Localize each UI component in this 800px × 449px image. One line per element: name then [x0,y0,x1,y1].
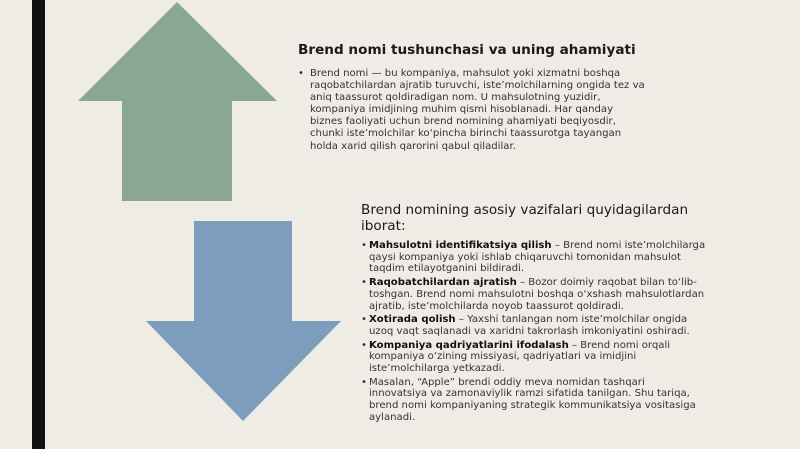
list-item [361,314,706,337]
section1-title: Brend nomi tushunchasi va uning ahamiyati [298,42,636,58]
list-item-bold: Mahsulotni identifikatsiya qilish [369,240,552,251]
bullet-marker: • [361,339,367,351]
section-brand-functions [361,202,706,426]
list-item-text: – Brend nomi orqali kompaniya o‘zining missiyasi, qadriyatlari va imidjini iste’molchilarga yetkazadi. [369,339,671,375]
bullet-marker: • [361,314,367,326]
list-item-bold: Xotirada qolish [369,314,456,326]
list-item [361,240,706,275]
list-item [361,340,706,375]
list-item-text: – Brend nomi iste’molchilarga qaysi kompaniya yoki ishlab chiqaruvchi tomonidan mahsulot taqdim etilayotganini bildiradi. [369,240,706,275]
section1-bullet [298,68,648,153]
bullet-marker: • [298,68,304,79]
list-item [361,277,706,312]
up-arrow-shape [78,2,277,201]
bullet-marker: • [361,277,367,289]
list-item-text: Masalan, “Apple” brendi oddiy meva nomidan tashqari innovatsiya va zamonaviylik ramzi sifatida tanilgan. Shu tariqa, brend nomi kompaniyaning strategik kommunikatsiya vositasiga aylanadi. [369,376,696,423]
down-arrow-shape [146,221,341,421]
section1-bullet-text: Brend nomi — bu kompaniya, mahsulot yoki xizmatni boshqa raqobatchilardan ajratib turuvchi, iste’molchilarning ongida tez va aniq taassurot qoldiradigan nom. U mahsulotning yuzidir, kompaniya imidjining muhim qismi hisoblanadi. Har qanday biznes faoliyati uchun brend nomining ahamiyati beqiyosdir, chunki iste’molchilar ko‘pincha birinchi taassurotga tayangan holda xarid qilish qarorini qabul qiladilar. [310,68,645,152]
list-item [361,377,706,424]
bullet-marker: • [361,240,367,251]
list-item-text: – Bozor doimiy raqobat bilan to‘lib-toshgan. Brend nomi mahsulotni boshqa o‘xshash mahsulotlardan ajratib, iste’molchilarda noyob taassurot qoldiradi. [369,277,705,312]
bullet-marker: • [361,376,367,388]
section2-title: Brend nomining asosiy vazifalari quyidagilardan iborat: [361,202,689,234]
section-brand-name-concept [298,42,648,153]
list-item-bold: Raqobatchilardan ajratish [369,277,517,289]
list-item-text: – Yaxshi tanlangan nom iste’molchilar ongida uzoq vaqt saqlanadi va xaridni takrorlash imkoniyatini oshiradi. [369,314,690,337]
list-item-bold: Kompaniya qadriyatlarini ifodalash [369,339,569,351]
